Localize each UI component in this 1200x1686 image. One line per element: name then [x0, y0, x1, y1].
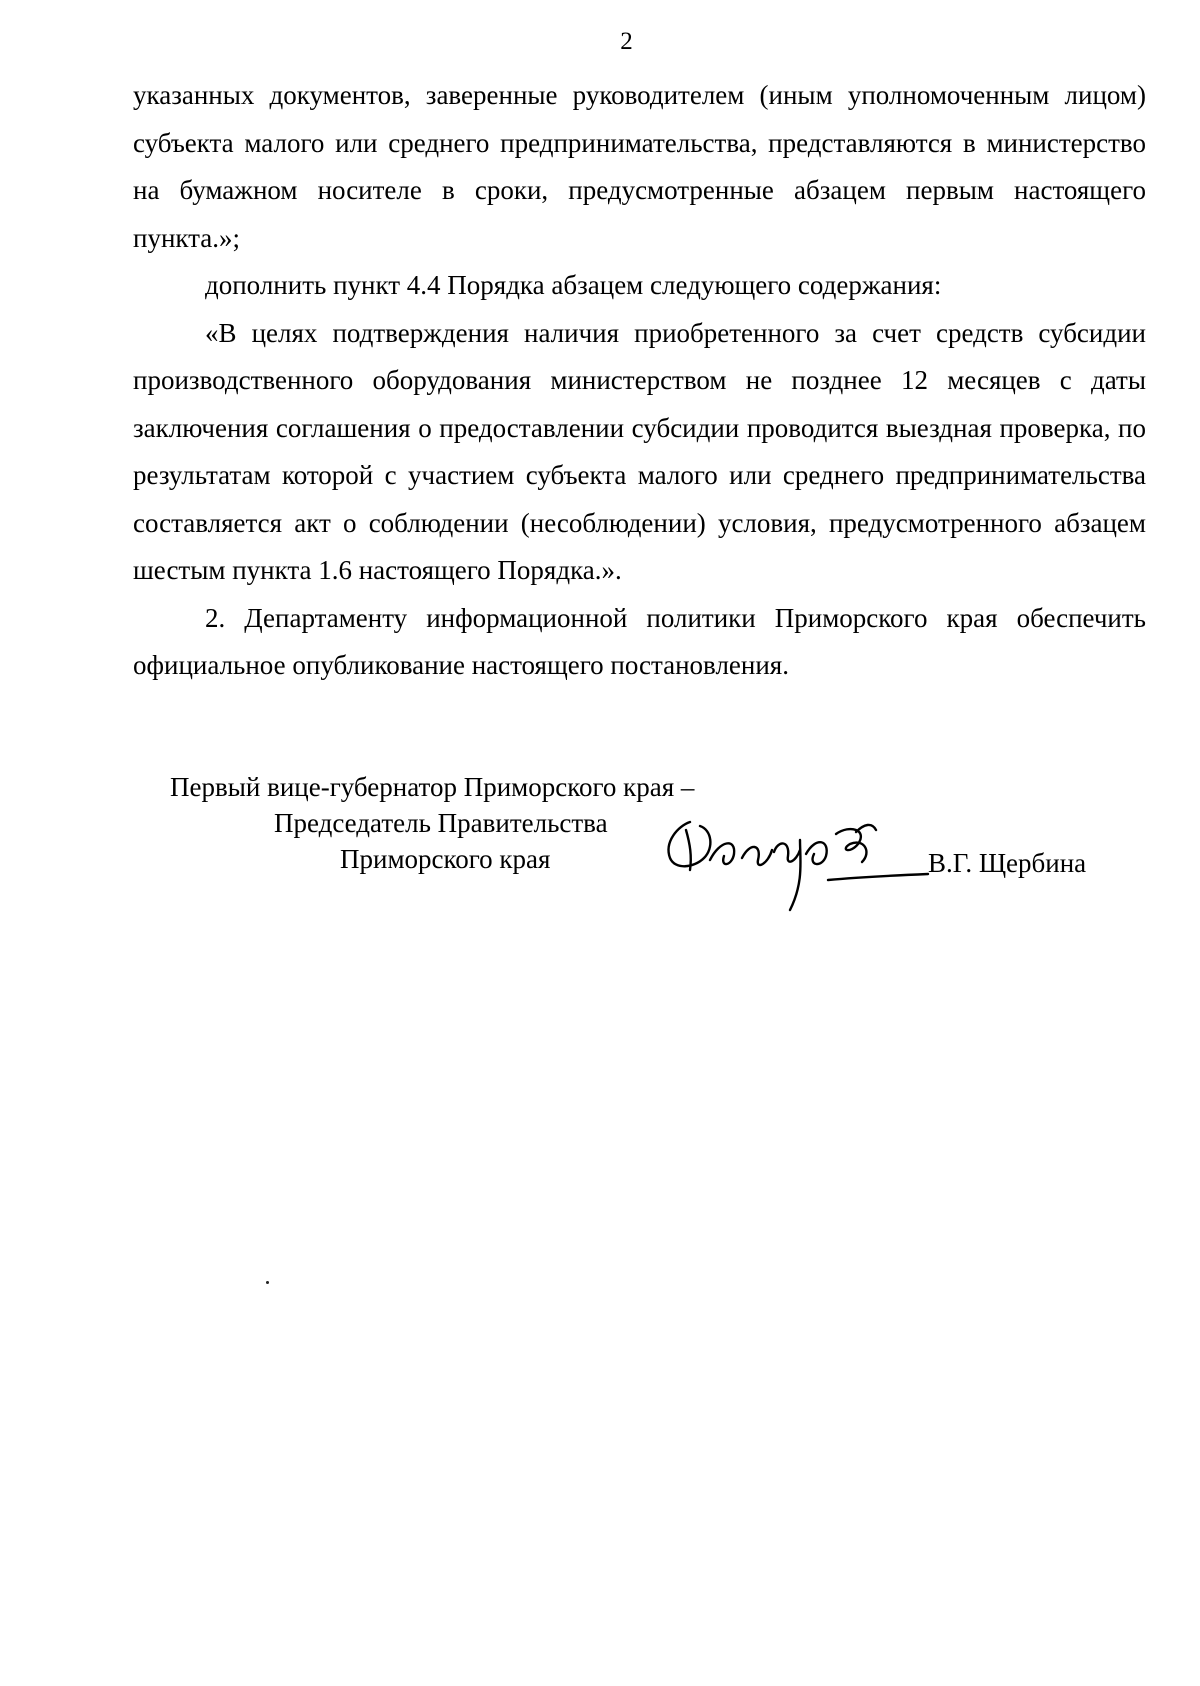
signature-block — [0, 772, 1200, 912]
paragraph-amendment-intro: дополнить пункт 4.4 Порядка абзацем следующего содержания: — [205, 270, 942, 300]
page-number: 2 — [620, 28, 633, 55]
paragraph-amendment-text: «В целях подтверждения наличия приобретенного за счет средств субсидии производственного оборудования министерством не позднее 12 месяцев с даты заключения соглашения о предоставлении субсидии проводится выездная проверка, по результатам которой с участием субъекта малого или среднего предпринимательства составляется акт о соблюдении (несоблюдении) условия, предусмотренного абзацем шестым пункта 1.6 настоящего Порядка.». — [133, 317, 1146, 585]
document-body — [133, 72, 1146, 690]
handwritten-signature — [650, 800, 940, 918]
paragraph-item-2: 2. Департаменту информационной политики Приморского края обеспечить официальное опубликование настоящего постановления. — [133, 602, 1146, 680]
scan-speck — [266, 1281, 269, 1284]
paragraph-continuation: указанных документов, заверенные руководителем (иным уполномоченным лицом) субъекта малого или среднего предпринимательства, представляются в министерство на бумажном носителе в сроки, предусмотренные абзацем первым настоящего пункта.»; — [133, 80, 1146, 253]
signer-name: В.Г. Щербина — [928, 848, 1087, 878]
signer-position-line-3: Приморского края — [340, 844, 551, 874]
signer-position-line-1: Первый вице-губернатор Приморского края – — [170, 772, 695, 802]
signer-position-line-2: Председатель Правительства — [274, 808, 608, 838]
